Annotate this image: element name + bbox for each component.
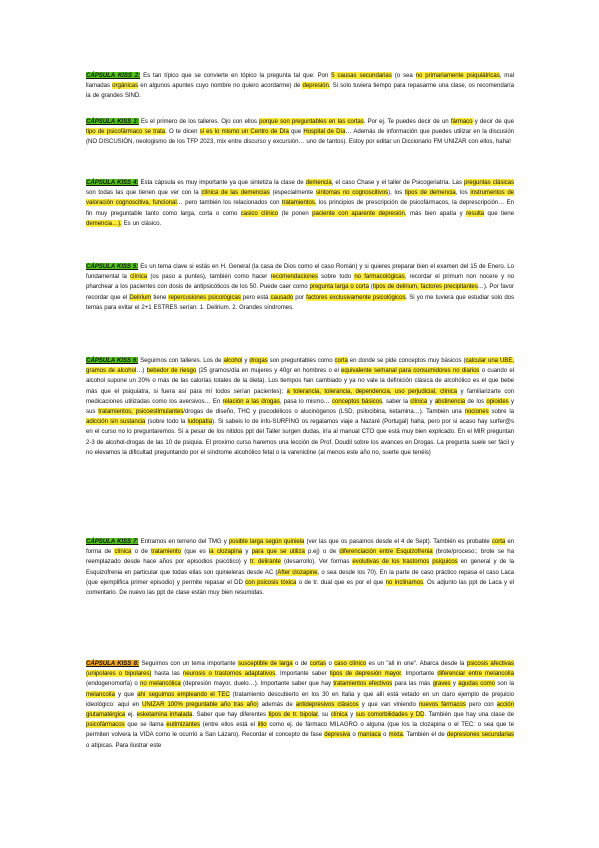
highlighted-text: sus comorbilidades y DD xyxy=(355,711,425,719)
body-text: es un "all in one". Abarca desde la xyxy=(366,660,467,667)
body-text: o xyxy=(326,660,335,667)
highlighted-text: no inclinamos xyxy=(385,578,424,586)
highlighted-text: pregunta larga o corta xyxy=(309,283,369,291)
body-text: , saber la xyxy=(382,397,411,405)
body-text: ej. xyxy=(125,711,137,719)
highlighted-text: nuevos fármacos xyxy=(418,700,466,708)
highlighted-text: diferenciación entre Esquizofrenia xyxy=(339,548,433,556)
body-text: Es un tema clave si estás en H. General (la casa de Dios como el caso Román) y si quieres preparar bien el examen del 15 de Enero. Lo fundamental la xyxy=(86,263,514,281)
body-text: /drogas de diseño, THC y psicodélicos o alucinógenos (LSD, psilocibina, ketamina…). También una xyxy=(183,408,465,416)
body-text: hasta las xyxy=(151,670,183,678)
highlighted-text: mixta xyxy=(388,731,403,739)
body-text: (o sea xyxy=(391,72,416,79)
body-text: (os paso a puntes), también como hacer xyxy=(147,273,271,281)
highlighted-text: litio xyxy=(257,721,267,729)
highlighted-text: bebedor de riesgo xyxy=(146,367,197,375)
body-text: , los principios de prescripción de psicofármacos, la deprescripción… En fin muy preguntable tanto como larga, corta o como xyxy=(86,199,515,217)
body-text: (te ponen xyxy=(278,209,313,217)
highlighted-text: clínica xyxy=(410,397,428,405)
highlighted-text: psicosis afectivas (unipolares o bipolares) xyxy=(86,660,514,678)
body-text: pero está xyxy=(240,293,271,301)
body-text: (endogenomorfa) o xyxy=(86,680,141,688)
highlighted-text: demencia…). xyxy=(86,219,122,227)
highlighted-text: tipos de depresión mayor xyxy=(329,670,401,678)
highlighted-text: calcular una UBE, gramos de alcohol xyxy=(86,357,514,375)
highlighted-text: clínica xyxy=(114,548,132,556)
highlighted-text: tipos de delirium, factores precipitantes xyxy=(372,283,478,291)
body-text: ) además de xyxy=(256,700,296,708)
highlighted-text: susceptible de larga xyxy=(237,660,293,667)
highlighted-text: neurosis o trastornos adaptativos xyxy=(182,670,276,678)
highlighted-text: clínica xyxy=(330,711,348,719)
body-text: (tratamiento descubierto en los 30 en Italia y que allí está vetado en un claro ejemplo de prejuicio ideológico: aquí en xyxy=(86,690,515,708)
body-text: Entramos en terreno del TMG y xyxy=(138,538,229,545)
body-text: …). Por favor recordar que el xyxy=(86,283,514,301)
highlighted-text: agudas como xyxy=(458,680,495,688)
highlighted-text: recomendaciones xyxy=(270,273,318,281)
highlighted-text: depresiva xyxy=(324,731,351,739)
highlighted-text: acción glutamatérgica xyxy=(86,700,514,719)
highlighted-text: ludopatía xyxy=(187,418,213,426)
body-text: o de xyxy=(292,660,310,667)
highlighted-text: conceptos básicos xyxy=(332,397,382,405)
highlighted-text: maníaca xyxy=(357,731,381,739)
highlighted-text: melancolía xyxy=(86,690,115,698)
body-text: o xyxy=(350,731,358,739)
paragraph-kiss-5 xyxy=(86,262,514,313)
body-text: y que xyxy=(114,690,138,698)
body-text: o de tr. dual que es por el que xyxy=(296,578,386,586)
body-text: . Importante saber xyxy=(275,670,330,678)
body-text: . O te dicen xyxy=(165,128,200,136)
body-text: ). Si sabeis lo de info-SURFING os regalamos viaje a Nazaré (Portugal) haha, pero por si acaso hay surfer@s en el curso no lo preguntaremos. Si a pesar de los nitidos ppt del Taller surgen dudas, iría al manual CTO que está muy bien explicado. En el MIR preguntan 2-3 de alcohol-drogas de las 10 de psiquia. El proximo curso haremos una lección de Prof. Doudil sobre los avances en Drogas. La pregunta suele ser fácil y no elevamos la dificultad preguntando por el síndrome alcohólico fetal o la varenicline (al menos este año no, suerte que tenéis) xyxy=(86,418,514,456)
body-text: ( xyxy=(368,283,373,291)
highlighted-text: depresión xyxy=(302,82,329,90)
highlighted-text: orgánicas xyxy=(112,82,139,90)
body-text: son preguntables como xyxy=(267,357,335,364)
highlighted-text: 5 causas secundarias xyxy=(331,72,392,79)
highlighted-text: relación a las drogas xyxy=(222,397,280,405)
body-text: . Si solo tuviera tiempo para repasarme una clase, os recomendaría la de grandes SIND. xyxy=(86,82,514,100)
body-text: Seguimos con un tema importante xyxy=(138,660,238,667)
paragraph-kiss-4 xyxy=(86,178,514,229)
highlighted-text: UNIZAR 100% preguntable año tras año xyxy=(142,700,257,708)
highlighted-text: cortas xyxy=(309,660,327,667)
body-text: . Saber que hay diferentes xyxy=(192,711,269,719)
body-text: , más bien apatía y xyxy=(404,209,467,217)
body-text: . Si yo me tuviera que estudiar solo dos temas para evitar el 2+1 ESTRES serían: 1. Delirium. 2. Grandes síndromes. xyxy=(86,293,514,311)
body-text: y decir de que xyxy=(472,118,514,125)
highlighted-text: tratamientos efectivos xyxy=(333,680,393,688)
highlighted-text: equivalente semanal para consumidores no diarios xyxy=(341,367,480,375)
highlighted-text: clínica de las demencias xyxy=(201,189,270,197)
body-text: … Además de información que puedes utilizar en la discusión (NO DISCUSIÓN, neologismo de los TFP 2023, mix entre discurso y excursión… uno de tantos). Estoy por editar un Diccionario FM UNIZAR con ellos, haha! xyxy=(86,128,515,146)
body-text: son la xyxy=(494,680,514,688)
highlighted-text: instrumentos de valoración cognoscitiva, funcional xyxy=(86,189,515,207)
body-text: y xyxy=(347,711,356,719)
body-text: que xyxy=(288,128,304,136)
highlighted-text: casico clínico xyxy=(240,209,279,217)
highlighted-text: corta xyxy=(334,357,348,364)
body-text: Es tan típico que se convierte en tópico la pregunta tal que: Pon xyxy=(140,72,332,79)
body-text: , pasa lo mismo… xyxy=(279,397,333,405)
highlighted-text: adicción sin sustancia xyxy=(86,418,146,426)
highlighted-text: la clozapina xyxy=(208,548,243,556)
body-text: por xyxy=(293,293,307,301)
highlighted-text: drogas xyxy=(249,357,268,364)
body-text: (ver las que os pasamos desde el 4 de Sept). También es probable xyxy=(304,538,492,545)
body-text: que tiene xyxy=(484,209,514,217)
capsule-heading: CÁPSULA KISS 2: xyxy=(86,72,141,79)
highlighted-text: esketamina inhalada xyxy=(136,711,193,719)
paragraph-kiss-6 xyxy=(86,356,514,458)
highlighted-text: Hospital de Día xyxy=(303,128,346,136)
body-text: y xyxy=(242,357,250,364)
paragraph-kiss-2 xyxy=(86,71,514,102)
highlighted-text: porque son preguntables en las cortas xyxy=(259,118,364,125)
body-text: para las más xyxy=(392,680,433,688)
highlighted-text: corta xyxy=(491,538,506,545)
capsule-heading: CÁPSULA KISS 6: xyxy=(86,357,139,364)
body-text: pero con xyxy=(465,700,497,708)
body-text: . Por ej. Te puedes decir de un xyxy=(363,118,451,125)
body-text: Es el primero de los talleres. Ojo con ellos xyxy=(138,118,260,125)
highlighted-text: abstinencia xyxy=(434,397,466,405)
body-text: . También que hay una clase de xyxy=(424,711,514,719)
body-text: o de xyxy=(131,548,152,556)
body-text: que se llama xyxy=(124,721,167,729)
body-text: (que es xyxy=(181,548,209,556)
capsule-heading: CÁPSULA KISS 7: xyxy=(86,538,139,545)
body-text: como ej. de fármaco MILAGRO o alguna (que los la clozapina o el TEC: o sea que te permiten volvera la VIDA como le ocurrió a San Lázaro). Recordar el concepto de fase xyxy=(86,721,515,739)
highlighted-text: fármaco xyxy=(450,118,473,125)
body-text: (sobre todo la xyxy=(145,418,188,426)
body-text: (25 gramos/día en mujeres y 40gr en hombres o el xyxy=(196,367,342,375)
highlighted-text: para que se utiliza xyxy=(251,548,305,556)
highlighted-text: eutimizantes xyxy=(166,721,200,729)
highlighted-text: no farmacológicas xyxy=(354,273,405,281)
highlighted-text: ahí seguimos empleando el TEC xyxy=(137,690,230,698)
highlighted-text: tipos de tr. bipolar xyxy=(268,711,318,719)
highlighted-text: psíquicos xyxy=(432,558,458,566)
highlighted-text: diferenciar entre melancolía xyxy=(437,670,514,678)
body-text: o atípicas. Para ilustrar este xyxy=(86,741,162,749)
body-text: y xyxy=(427,397,435,405)
body-text: . También el de xyxy=(402,731,447,739)
highlighted-text: evolutivas de los trastornos xyxy=(352,558,430,566)
body-text: son todas las que tienen que ver con la xyxy=(86,189,202,197)
highlighted-text: causado xyxy=(270,293,294,301)
body-text: (entre ellos está el xyxy=(200,721,258,729)
body-text: y sus xyxy=(86,397,515,416)
paragraph-kiss-7 xyxy=(86,537,514,598)
highlighted-text: alcohol xyxy=(223,357,243,364)
highlighted-text: con psicosis tóxica xyxy=(245,578,297,586)
highlighted-text: clínica xyxy=(130,273,148,281)
body-text: , o sea desde los 70). En la parte de caso práctico repasa el caso Laca (que ejemplifica primer episodio) y permite repasar el DD xyxy=(86,568,515,586)
highlighted-text: After clozapine xyxy=(277,568,318,576)
paragraph-kiss-3 xyxy=(86,117,514,148)
body-text: p.ej) o de xyxy=(304,548,340,556)
body-text: , el caso Chase y el taller de Psicogeriatría. Las xyxy=(331,179,464,186)
body-text: en donde se pide conceptos muy básicos ( xyxy=(347,357,466,364)
highlighted-text: psicofármacos xyxy=(86,721,125,729)
highlighted-text: preguntas clásicas xyxy=(463,179,514,186)
body-text: y que van viniendo xyxy=(358,700,419,708)
body-text: y xyxy=(242,548,252,556)
body-text: o xyxy=(380,731,389,739)
highlighted-text: repercusiones psicológicas xyxy=(168,293,241,301)
body-text: (especialmente xyxy=(269,189,316,197)
body-text: . Os adjunto las ppt de Laca y el comentario. De nuevo las ppt de clase están muy bien resumidas. xyxy=(86,578,514,597)
body-text: Es un clásico. xyxy=(121,219,162,227)
capsule-heading: CÁPSULA KISS 3: xyxy=(86,118,139,125)
highlighted-text: tratamientos, psicoestimulantes xyxy=(98,408,184,416)
highlighted-text: tipo de psicofármaco se trata xyxy=(86,128,166,136)
body-text: (depresión mayor, duelo…). Importante saber que hay xyxy=(180,680,334,688)
body-text: …) xyxy=(136,367,147,375)
highlighted-text: posible larga según quiniela xyxy=(228,538,305,545)
highlighted-text: caso clínico xyxy=(334,660,367,667)
highlighted-text: paciente con aparente depresión xyxy=(312,209,405,217)
body-text: Esta cápsula es muy importante ya que sintetiza la clase de xyxy=(138,179,306,186)
body-text: (brote/proceso:; brote se ha reemplazado desde hace años por episodios psicótico) y xyxy=(86,548,514,566)
highlighted-text: a tolerancia, tolerancia, dependencia, uso perjudicial, clínica xyxy=(286,387,458,395)
body-text: de los xyxy=(465,397,487,405)
highlighted-text: tratamiento xyxy=(151,548,181,556)
body-text: ), los xyxy=(388,189,405,197)
highlighted-text: factores exclusivamente psicológicos xyxy=(306,293,406,301)
body-text: . Importante xyxy=(400,670,438,678)
highlighted-text: depresiones secundarias xyxy=(446,731,515,739)
body-text: tiene xyxy=(151,293,169,301)
highlighted-text: graves xyxy=(432,680,451,688)
paragraph-kiss-8 xyxy=(86,659,514,751)
body-text: (desarrollo). Ver formas xyxy=(280,558,353,566)
highlighted-text: síntomas no cognoscitivos xyxy=(315,189,389,197)
highlighted-text: tratamientos xyxy=(281,199,315,207)
highlighted-text: tipos de demencia xyxy=(404,189,456,197)
body-text: , mal llamadas xyxy=(86,72,514,90)
highlighted-text: nociones xyxy=(464,408,489,416)
body-text: , recordar el primum non nocere y no pharchear a los pacientes con dosis de antipsicóticos de los 50. Puede caer como xyxy=(86,273,515,291)
body-text: sobre la xyxy=(488,408,515,416)
highlighted-text: resulta xyxy=(466,209,485,217)
highlighted-text: no melancólica xyxy=(140,680,181,688)
highlighted-text: Delirium xyxy=(129,293,152,301)
body-text: en general y de la Esquizofrenia en particular que todas ellas son quinieleras desde AC ( xyxy=(86,558,514,576)
capsule-heading: CÁPSULA KISS 4: xyxy=(86,179,139,186)
body-text: en forma de xyxy=(86,538,514,556)
highlighted-text: no primariamente psiquiátricas xyxy=(415,72,500,79)
highlighted-text: demencia xyxy=(305,179,332,186)
body-text: en algunos apuntes cuyo nombre no quiero acordarme) de xyxy=(138,82,303,90)
highlighted-text: antidepresivos clásicos xyxy=(295,700,359,708)
highlighted-text: tr. delirante xyxy=(249,558,281,566)
body-text: y familiarizarte con medicaciones utilizadas como los aversivos… En xyxy=(86,387,514,405)
capsule-heading: CÁPSULA KISS 8: xyxy=(86,660,139,667)
body-text: Seguimos con talleres. Los de xyxy=(138,357,224,364)
highlighted-text: si es lo mismo un Centro de Día xyxy=(199,128,289,136)
body-text: y xyxy=(450,680,459,688)
body-text: , los xyxy=(455,189,471,197)
highlighted-text: opioides xyxy=(486,397,509,405)
capsule-heading: CÁPSULA KISS 5: xyxy=(86,263,139,270)
body-text: , su xyxy=(317,711,331,719)
body-text: sobre todo xyxy=(317,273,355,281)
body-text: o cuando el alcohol supone un 20% o más de las calorías totales de la dieta). Los tiempos han cambiado y ya no vale la definición clásica de alcohólico es el que bebe más que el psiquiatra, si fuera así para mí todos serían pacientes); xyxy=(86,367,514,395)
body-text: … pero también los relacionados con xyxy=(176,199,282,207)
